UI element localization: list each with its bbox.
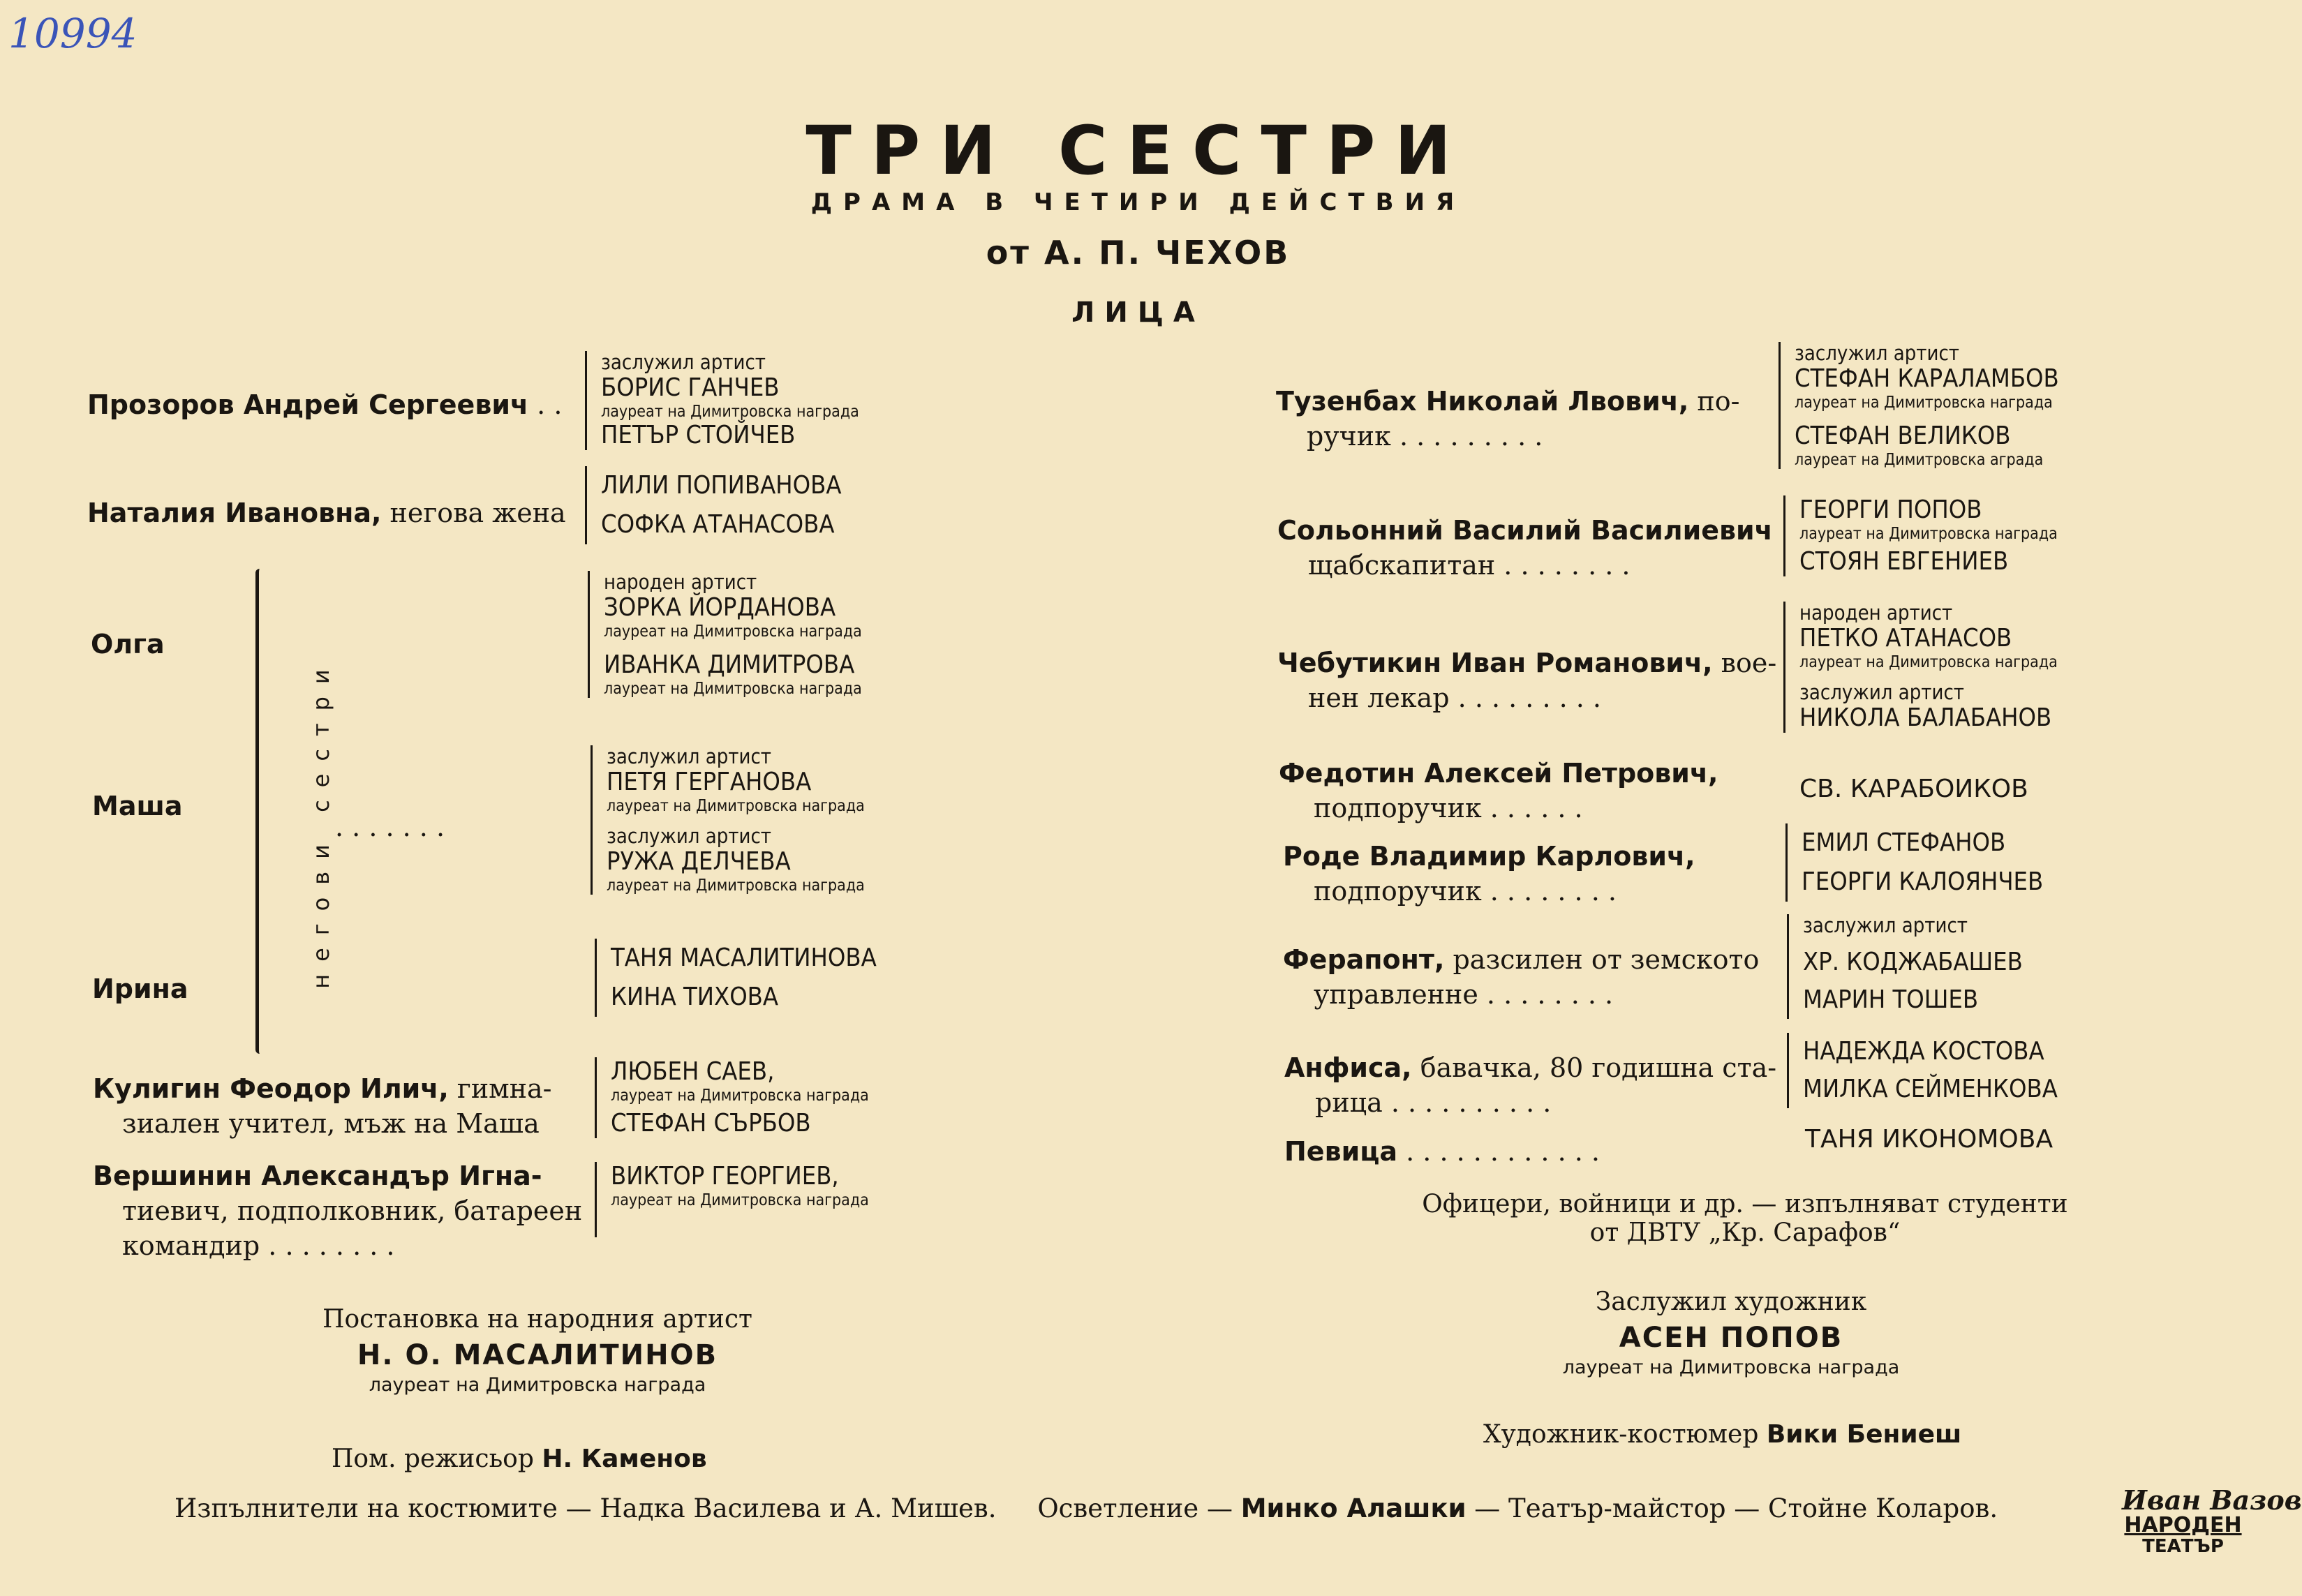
cast-tuzenbah: заслужил артист СТЕФАН КАРАЛАМБОВ лауреат на Димитровска награда СТЕФАН ВЕЛИКОВ лауреат на Димитровска агрaда [1779, 342, 2059, 469]
role-natalia: Наталия Ивановна, негова жена [87, 498, 566, 528]
cast-pevitsa: ТАНЯ ИКОНОМОВА [1805, 1125, 2054, 1154]
role-ferapont: Ферапонт, разсилен от земското управленне . . . . . . . . [1283, 944, 1760, 1010]
play-subtitle: ДРАМА В ЧЕТИРИ ДЕЙСТВИЯ [810, 188, 1466, 216]
cast-ferapont: заслужил артист ХР. КОДЖАБАШЕВ МАРИН ТОШЕВ [1787, 914, 2023, 1019]
costume-designer-credit: Художник-костюмер Вики Бениеш [1483, 1420, 1962, 1449]
cast-irina: ТАНЯ МАСАЛИТИНОВА КИНА ТИХОВА [595, 939, 877, 1017]
cast-vershinin: ВИКТОР ГЕОРГИЕВ, лауреат на Димитровска награда [595, 1162, 869, 1237]
footer-credits: Изпълнители на костюмите — Надка Василева и А. Мишев. Осветление — Минко Алашки — Театър-майстор — Стойне Коларов. [174, 1493, 1998, 1523]
persons-heading: ЛИЦА [1071, 297, 1205, 329]
sisters-label: негови сестри [308, 657, 334, 989]
assistant-credit: Пом. режисьор Н. Каменов [332, 1445, 707, 1473]
cast-solyony: ГЕОРГИ ПОПОВ лауреат на Димитровска награда СТОЯН ЕВГЕНИЕВ [1783, 495, 2058, 576]
role-chebutikin: Чебутикин Иван Романович, вое- нен лекар . . . . . . . . . [1277, 648, 1777, 713]
role-tuzenbah: Тузенбах Николай Лвович, по- ручик . . . . . . . . . [1276, 386, 1740, 452]
role-pevitsa: Певица . . . . . . . . . . . . [1284, 1136, 1600, 1167]
director-credit: Постановка на народния артист Н. О. МАСАЛИТИНОВ лауреат на Димитровска награда [322, 1305, 752, 1396]
cast-chebutikin: народен артист ПЕТКО АТАНАСОВ лауреат на Димитровска награда заслужил артист НИКОЛА БАЛАБАНОВ [1783, 602, 2058, 733]
national-theatre-logo: Иван Вазов НАРОДЕН ТЕАТЪР [2122, 1484, 2302, 1557]
role-irina: Ирина [92, 974, 188, 1004]
cast-fedotin: СВ. КАРАБОИКОВ [1799, 775, 2028, 803]
role-kuligin: Кулигин Феодор Илич, гимна- зиален учител, мъж на Маша [93, 1073, 552, 1139]
archive-number: 10994 [8, 10, 138, 57]
cast-natalia: ЛИЛИ ПОПИВАНОВА СОФКА АТАНАСОВА [585, 466, 841, 544]
play-title: ТРИ СЕСТРИ [805, 112, 1471, 190]
cast-prozorov: заслужил артист БОРИС ГАНЧЕВ лауреат на Димитровска награда ПЕТЪР СТОЙЧЕВ [585, 351, 859, 450]
role-prozorov: Прозоров Андрей Сергеевич . . [87, 389, 563, 420]
role-rode: Роде Владимир Карлович, подпоручик . . . . . . . . [1283, 841, 1695, 907]
cast-anfisa: НАДЕЖДА КОСТОВА МИЛКА СЕЙМЕНКОВА [1787, 1033, 2058, 1108]
role-olga: Олга [91, 629, 165, 659]
cast-kuligin: ЛЮБЕН САЕВ, лауреат на Димитровска награда СТЕФАН СЪРБОВ [595, 1057, 869, 1138]
role-fedotin: Федотин Алексей Петрович, подпоручик . . . . . . [1279, 758, 1718, 823]
masha-dots: . . . . . . . [335, 812, 445, 842]
role-anfisa: Анфиса, бавачка, 80 годишна ста- рица . . . . . . . . . . [1284, 1052, 1777, 1118]
play-author: от А. П. ЧЕХОВ [986, 234, 1291, 271]
cast-olga: народен артист ЗОРКА ЙОРДАНОВА лауреат на Димитровска награда ИВАНКА ДИМИТРОВА лауреат на Димитровска награда [588, 571, 862, 698]
role-masha: Маша [92, 791, 183, 821]
role-vershinin: Вершинин Александър Игна- тиевич, подполковник, батареен командир . . . . . . . . [93, 1161, 583, 1261]
cast-rode: ЕМИЛ СТЕФАНОВ ГЕОРГИ КАЛОЯНЧЕВ [1785, 823, 2043, 902]
extras-credit: Офицери, войници и др. — изпълняват студенти от ДВТУ „Кр. Сарафов“ [1422, 1190, 2068, 1247]
cast-masha: заслужил артист ПЕТЯ ГЕРГАНОВА лауреат на Димитровска награда заслужил артист РУЖА ДЕЛЧЕВА лауреат на Димитровска награда [591, 745, 865, 895]
artist-credit: Заслужил художник АСЕН ПОПОВ лауреат на Димитровска награда [1562, 1288, 1900, 1378]
sisters-brace [255, 569, 266, 1054]
role-solyony: Сольонний Василий Василиевич щабскапитан . . . . . . . . [1277, 515, 1773, 581]
